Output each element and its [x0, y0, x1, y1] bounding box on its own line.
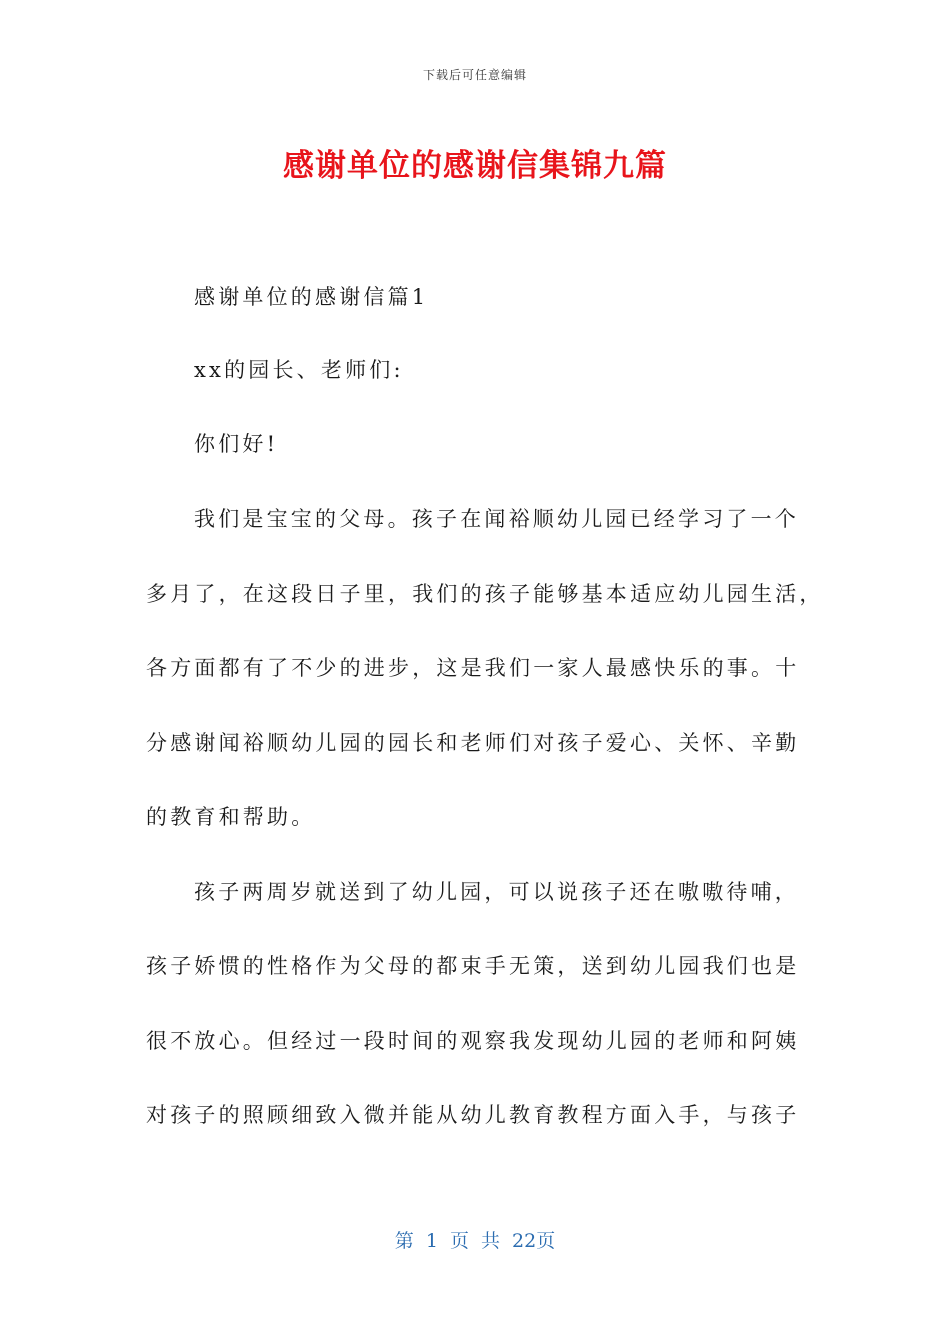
paragraph-line: 多月了，在这段日子里，我们的孩子能够基本适应幼儿园生活，	[146, 582, 824, 606]
document-title: 感谢单位的感谢信集锦九篇	[283, 148, 667, 184]
greeting: 你们好!	[194, 432, 279, 456]
section-heading: 感谢单位的感谢信篇1	[194, 285, 429, 309]
salutation: xx的园长、老师们:	[194, 358, 404, 382]
paragraph-line: 的教育和帮助。	[146, 805, 316, 829]
paragraph-line: 孩子娇惯的性格作为父母的都束手无策，送到幼儿园我们也是	[146, 954, 800, 978]
paragraph-line: 分感谢闻裕顺幼儿园的园长和老师们对孩子爱心、关怀、辛勤	[146, 731, 800, 755]
page-header-note: 下载后可任意编辑	[422, 68, 527, 82]
paragraph-line: 孩子两周岁就送到了幼儿园，可以说孩子还在嗷嗷待哺，	[194, 880, 799, 904]
paragraph-line: 各方面都有了不少的进步，这是我们一家人最感快乐的事。十	[146, 656, 800, 680]
paragraph-line: 对孩子的照顾细致入微并能从幼儿教育教程方面入手，与孩子	[146, 1103, 800, 1127]
page-number-footer: 第 1 页 共 22页	[394, 1230, 556, 1252]
paragraph-line: 我们是宝宝的父母。孩子在闻裕顺幼儿园已经学习了一个	[194, 507, 799, 531]
paragraph-line: 很不放心。但经过一段时间的观察我发现幼儿园的老师和阿姨	[146, 1029, 800, 1053]
